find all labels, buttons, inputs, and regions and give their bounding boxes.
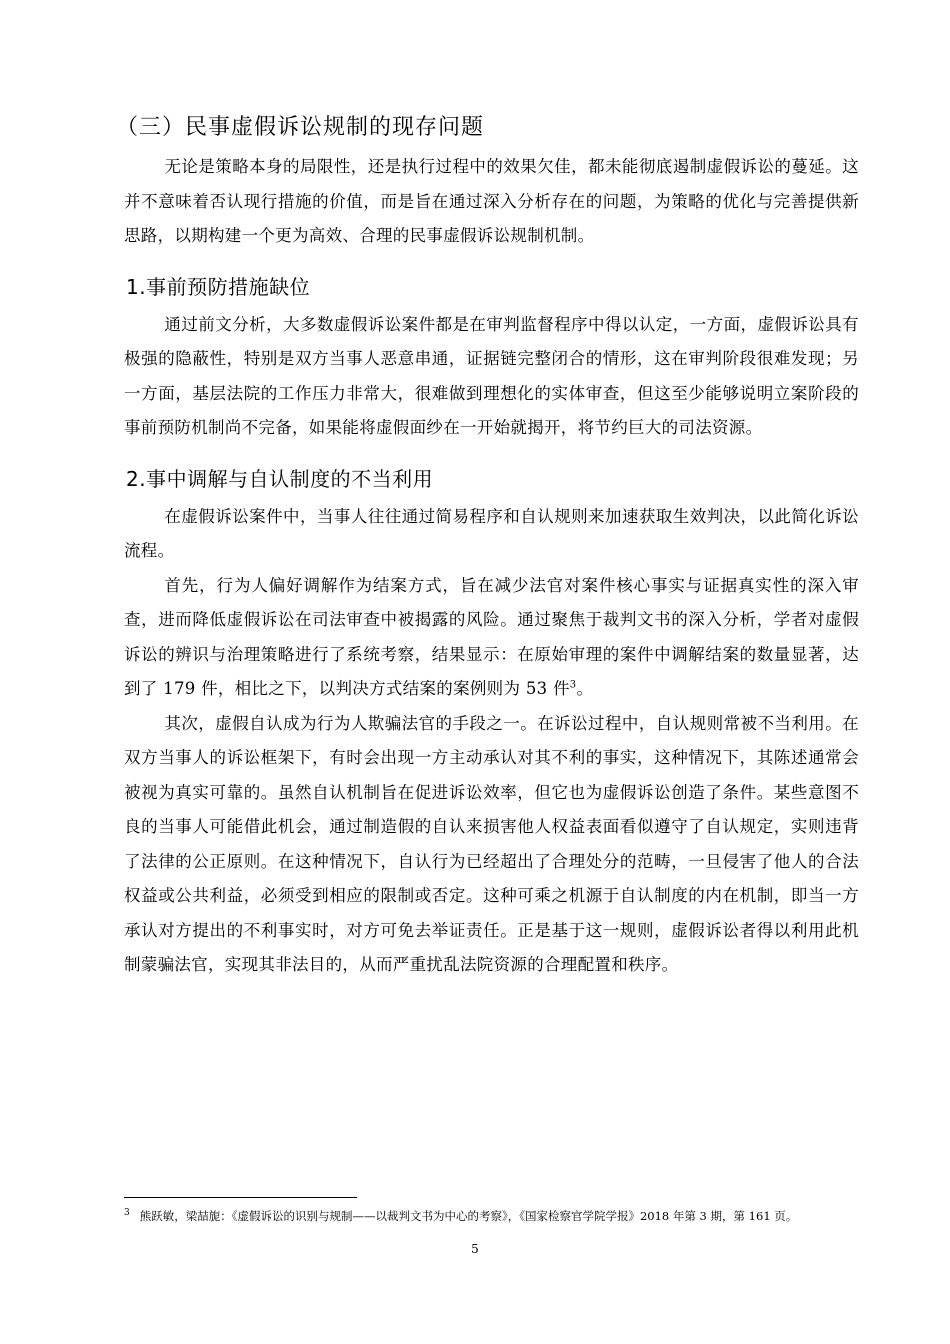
paragraph-2-end: 。 — [576, 679, 594, 698]
subsection-2-paragraph-1: 在虚假诉讼案件中，当事人往往通过简易程序和自认规则来加速获取生效判决，以此简化诉讼流程。 — [124, 506, 859, 560]
footnote-text: 熊跃敏，梁喆旎：《虚假诉讼的识别与规制——以裁判文书为中心的考察》，《国家检察官学院学报》2018 年第 3 期，第 161 页。 — [139, 1209, 798, 1223]
page-number: 5 — [471, 1242, 479, 1256]
footnote-mark: 3 — [124, 1208, 130, 1219]
footnote — [124, 1207, 859, 1225]
section-intro-paragraph: 无论是策略本身的局限性，还是执行过程中的效果欠佳，都未能彻底遏制虚假诉讼的蔓延。这并不意味着否认现行措施的价值，而是旨在通过深入分析存在的问题，为策略的优化与完善提供新思路，以期构建一个更为高效、合理的民事虚假诉讼规制机制。 — [124, 157, 859, 245]
footnote-separator — [124, 1197, 357, 1198]
document-body — [116, 112, 859, 983]
section-heading: （三）民事虚假诉讼规制的现存问题 — [116, 115, 485, 140]
subsection-2-heading: 2.事中调解与自认制度的不当利用 — [126, 466, 434, 491]
paragraph-2-text: 首先，行为人偏好调解作为结案方式，旨在减少法官对案件核心事实与证据真实性的深入审查，进而降低虚假诉讼在司法审查中被揭露的风险。通过聚焦于裁判文书的深入分析，学者对虚假诉讼的辨识与治理策略进行了系统考察，结果显示：在原始审理的案件中调解结案的数量显著，达到了 179 件，相比之下，以判决方式结案的案例则为 53 件 — [124, 575, 859, 698]
subsection-1-paragraph: 通过前文分析，大多数虚假诉讼案件都是在审判监督程序中得以认定，一方面，虚假诉讼具有极强的隐蔽性，特别是双方当事人恶意串通，证据链完整闭合的情形，这在审判阶段很难发现；另一方面，基层法院的工作压力非常大，很难做到理想化的实体审查，但这至少能够说明立案阶段的事前预防机制尚不完备，如果能将虚假面纱在一开始就揭开，将节约巨大的司法资源。 — [124, 314, 859, 437]
subsection-2-paragraph-3: 其次，虚假自认成为行为人欺骗法官的手段之一。在诉讼过程中，自认规则常被不当利用。在双方当事人的诉讼框架下，有时会出现一方主动承认对其不利的事实，这种情况下，其陈述通常会被视为真实可靠的。虽然自认机制旨在促进诉讼效率，但它也为虚假诉讼创造了条件。某些意图不良的当事人可能借此机会，通过制造假的自认来损害他人权益表面看似遵守了自认规定，实则违背了法律的公正原则。在这种情况下，自认行为已经超出了合理处分的范畴，一旦侵害了他人的合法权益或公共利益，必须受到相应的限制或否定。这种可乘之机源于自认制度的内在机制，即当一方承认对方提出的不利事实时，对方可免去举证责任。正是基于这一规则，虚假诉讼者得以利用此机制蒙骗法官，实现其非法目的，从而严重扰乱法院资源的合理配置和秩序。 — [124, 713, 859, 974]
subsection-1-heading: 1.事前预防措施缺位 — [126, 274, 311, 299]
subsection-2-paragraph-2 — [124, 569, 859, 707]
footnote-reference[interactable]: 3 — [569, 679, 577, 691]
